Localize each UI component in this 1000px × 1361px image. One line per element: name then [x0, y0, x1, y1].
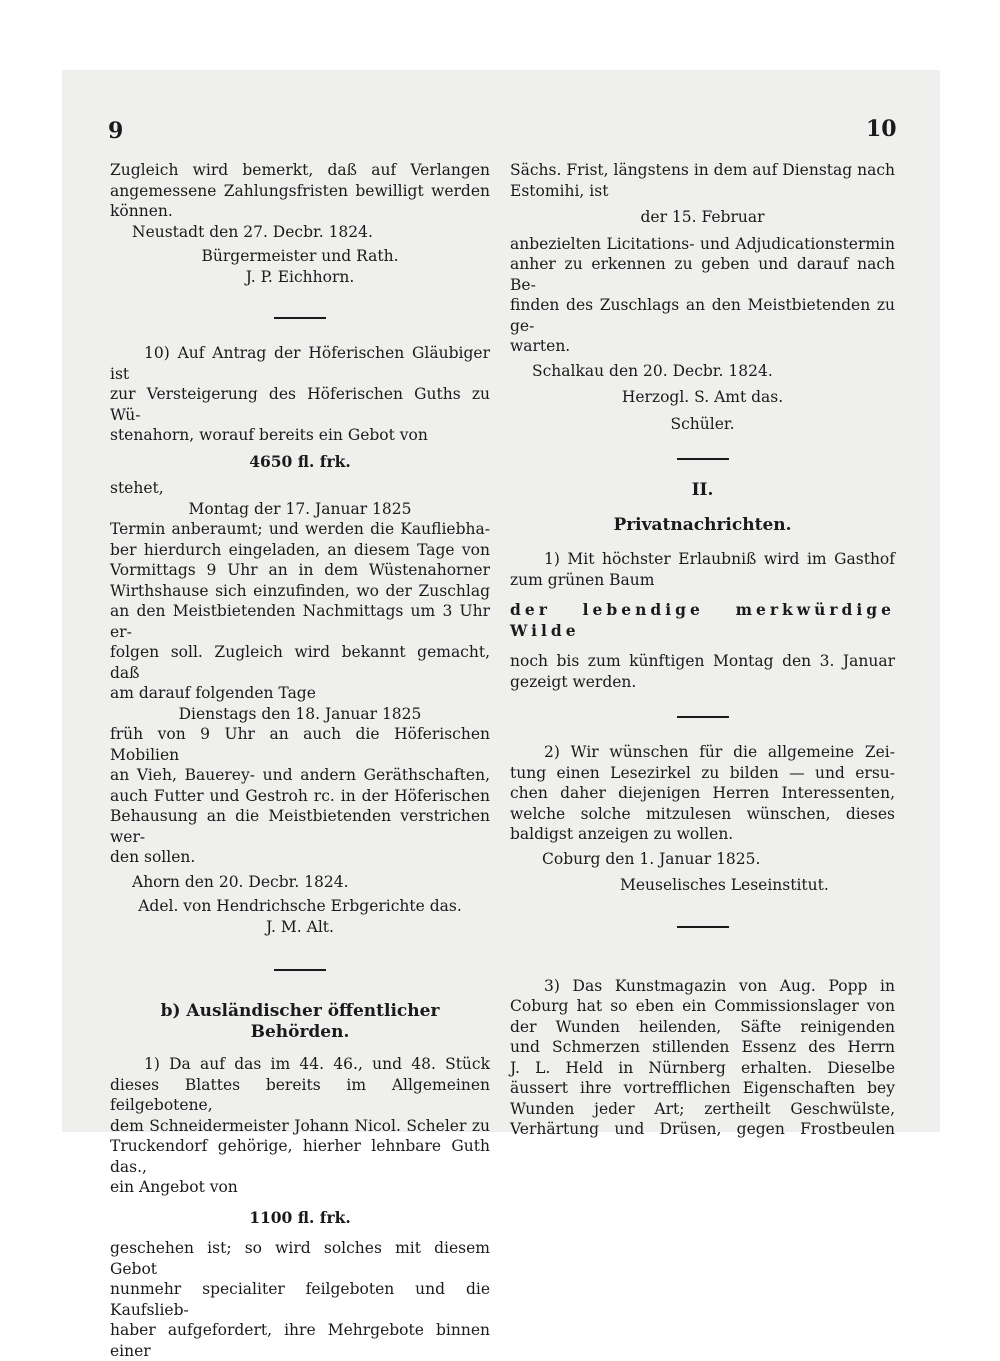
section-heading: b) Ausländischer öffentlicher Behörden. — [160, 1001, 440, 1042]
text-line: können. — [110, 202, 173, 220]
text-line: 3) Das Kunstmagazin von Aug. Popp in — [544, 976, 895, 995]
text-line: 1) Mit höchster Erlaubniß wird im Gasthof — [544, 550, 895, 568]
text-line: ein Angebot von — [110, 1178, 238, 1196]
text-line: äussert ihre vortrefflichen Eigenschaften bey — [510, 1079, 895, 1097]
text-line: stehet, — [110, 479, 164, 497]
text-line: Zugleich wird bemerkt, daß auf Verlangen — [110, 161, 490, 179]
signature-line: Bürgermeister und Rath. — [201, 247, 399, 265]
text-line: an Vieh, Bauerey- und andern Geräthschaften, — [110, 766, 490, 784]
signature-line: Meuselisches Leseinstitut. — [620, 876, 829, 894]
signature-name: J. M. Alt. — [266, 917, 334, 936]
place-date: Ahorn den 20. Decbr. 1824. — [132, 872, 349, 891]
text-line: und Schmerzen stillenden Essenz des Herrn — [510, 1038, 895, 1056]
signature-line: Adel. von Hendrichsche Erbgerichte das. — [138, 897, 462, 915]
text-line: zur Versteigerung des Höferischen Guths zu Wü- — [110, 385, 490, 424]
signature-line: Herzogl. S. Amt das. — [621, 388, 784, 406]
amount: 4650 fl. frk. — [249, 451, 351, 471]
place-date: Schalkau den 20. Decbr. 1824. — [532, 361, 773, 380]
text-line: anher zu erkennen zu geben und darauf nach Be- — [510, 255, 895, 294]
date-line: Montag der 17. Januar 1825 — [188, 499, 412, 518]
text-line: zum grünen Baum — [510, 570, 655, 589]
text-line: Wunden jeder Art; zertheilt Geschwülste, — [510, 1099, 895, 1118]
text-line: der Wunden heilenden, Säfte reinigenden — [510, 1017, 895, 1036]
section-heading: Privatnachrichten. — [613, 514, 792, 535]
text-line: Coburg hat so eben ein Commissionslager von — [510, 997, 895, 1015]
text-line: welche solche mitzulesen wünschen, dieses — [510, 804, 895, 823]
text-line: den sollen. — [110, 848, 196, 866]
text-line: dem Schneidermeister Johann Nicol. Scheler zu — [110, 1116, 490, 1135]
text-line: gezeigt werden. — [510, 672, 637, 691]
text-line: geschehen ist; so wird solches mit diesem Gebot — [110, 1239, 490, 1278]
text-line: haber aufgefordert, ihre Mehrgebote binnen einer — [110, 1321, 490, 1360]
text-line: tung einen Lesezirkel zu bilden — und ersu- — [510, 763, 895, 782]
text-line: Estomihi, ist — [510, 181, 609, 200]
text-line: Termin anberaumt; und werden die Kaufliebha- — [110, 520, 490, 538]
text-line: Truckendorf gehörige, hierher lehnbare Guth das., — [110, 1137, 490, 1176]
text-line: dieses Blattes bereits im Allgemeinen feilgebotene, — [110, 1075, 490, 1114]
section-divider — [677, 458, 729, 460]
text-line: 2) Wir wünschen für die allgemeine Zei- — [544, 743, 895, 761]
text-line: noch bis zum künftigen Montag den 3. Januar — [510, 652, 895, 670]
text-line: J. L. Held in Nürnberg erhalten. Dieselbe — [510, 1058, 895, 1077]
date-line: der 15. Februar — [640, 208, 765, 226]
text-line: Sächs. Frist, längstens in dem auf Dienstag nach — [510, 161, 895, 179]
text-line: baldigst anzeigen zu wollen. — [510, 825, 734, 843]
text-line: warten. — [510, 337, 571, 355]
signature-name: Schüler. — [670, 414, 735, 433]
section-divider — [677, 716, 729, 718]
section-number: II. — [691, 480, 714, 500]
place-date: Neustadt den 27. Decbr. 1824. — [132, 222, 373, 241]
right-column — [510, 160, 895, 1140]
text-line: Verhärtung und Drüsen, gegen Frostbeulen — [510, 1120, 895, 1138]
text-line: nunmehr specialiter feilgeboten und die Kaufslieb- — [110, 1280, 490, 1319]
text-line: früh von 9 Uhr an auch die Höferischen Mobilien — [110, 725, 490, 764]
page-number-left: 9 — [108, 118, 124, 144]
text-line: angemessene Zahlungsfristen bewilligt werden — [110, 181, 490, 200]
left-column — [110, 160, 490, 1361]
text-line: 10) Auf Antrag der Höferischen Gläubiger ist — [110, 344, 490, 383]
text-line: Behausung an die Meistbietenden verstrichen wer- — [110, 807, 490, 846]
section-divider — [274, 317, 326, 319]
text-line: ber hierdurch eingeladen, an diesem Tage von — [110, 540, 490, 559]
highlight-line — [510, 600, 895, 641]
section-divider — [677, 926, 729, 928]
text-line: finden des Zuschlags an den Meistbietenden zu ge- — [510, 296, 895, 335]
text-line: auch Futter und Gestroh rc. in der Höferischen — [110, 786, 490, 805]
date-line: Dienstags den 18. Januar 1825 — [178, 704, 422, 723]
text-line: folgen soll. Zugleich wird bekannt gemacht, daß — [110, 643, 490, 682]
page-number-right: 10 — [866, 116, 897, 142]
text-line: stenahorn, worauf bereits ein Gebot von — [110, 426, 428, 444]
place-date: Coburg den 1. Januar 1825. — [542, 849, 761, 868]
signature-name: J. P. Eichhorn. — [245, 267, 355, 286]
text-line: chen daher diejenigen Herren Interessenten, — [510, 784, 895, 802]
section-divider — [274, 969, 326, 971]
amount: 1100 fl. frk. — [249, 1207, 351, 1227]
text-line: Vormittags 9 Uhr an in dem Wüstenahorner — [110, 561, 490, 579]
text-line: anbezielten Licitations- und Adjudicationstermin — [510, 234, 895, 253]
text-line: Wirthshause sich einzufinden, wo der Zuschlag — [110, 581, 490, 600]
text-line: 1) Da auf das im 44. 46., und 48. Stück — [144, 1055, 490, 1073]
text-line: am darauf folgenden Tage — [110, 684, 316, 702]
text-line: an den Meistbietenden Nachmittags um 3 Uhr er- — [110, 602, 490, 641]
highlight-text: der lebendige merkwürdige Wilde — [510, 600, 895, 640]
